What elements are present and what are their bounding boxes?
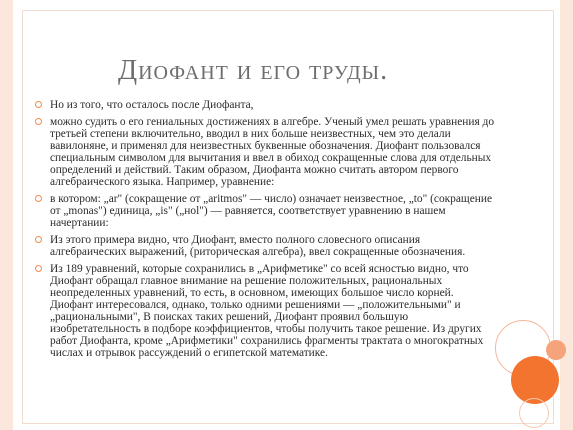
list-item xyxy=(35,99,497,111)
slide-title: Диофант и его труды. xyxy=(118,55,389,86)
decor-circle-filled xyxy=(511,356,559,404)
list-item-text: в котором: „ar" (сокращение от „aritmos" — число) означает неизвестное, „to" (сокращение от „monas") единица, „is" („ноl") — равняется, соответствует уравнению в нашем начертании: xyxy=(50,193,493,229)
bullet-circle-icon xyxy=(35,236,42,243)
decor-circle-outline-small xyxy=(519,398,549,428)
bullet-list xyxy=(35,99,497,364)
list-item-text: можно судить о его гениальных достижениях в алгебре. Ученый умел решать уравнения до третьей степени включительно, вводил в них больше неизвестных, чем это делали вавилоняне, и применял для неизвестных буквенные обозначения. Диофант пользовался специальным символом для вычитания и ввел в обиход сокращенные слова для отдельных определений и действий. Таким образом, Диофанта можно считать автором первого алгебраического языка. Например, уравнение: xyxy=(50,116,495,188)
list-item-text: Из 189 уравнений, которые сохранились в „Арифметике" со всей ясностью видно, что Диофант обращал главное внимание на решение положительных, рациональных неопределенных уравнений, то есть, в основном, имеющих большое число корней. Диофант интересовался, однако, только одними решениями — „положительными" и „рациональными", В поисках таких решений, Диофант проявил большую изобретательность в подборе коэффициентов, чтобы получить такое решение. Из других работ Диофанта, кроме „Арифметики" сохранились фрагменты трактата о многократных числах и отрывок рассуждений о египетской математике. xyxy=(50,263,484,359)
left-decor-strip xyxy=(0,0,13,430)
list-item xyxy=(35,263,497,359)
list-item xyxy=(35,116,497,188)
bullet-circle-icon xyxy=(35,195,42,202)
list-item-text: Но из того, что осталось после Диофанта, xyxy=(50,99,254,111)
list-item-text: Из этого примера видно, что Диофант, вместо полного словесного описания алгебраических выражений, (риторическая алгебра), ввел сокращенные обозначения. xyxy=(50,234,466,258)
bullet-circle-icon xyxy=(35,118,42,125)
list-item xyxy=(35,193,497,229)
decor-circle-small xyxy=(546,340,566,360)
list-item xyxy=(35,234,497,258)
bullet-circle-icon xyxy=(35,265,42,272)
bullet-circle-icon xyxy=(35,101,42,108)
right-decor-strip xyxy=(560,0,573,430)
